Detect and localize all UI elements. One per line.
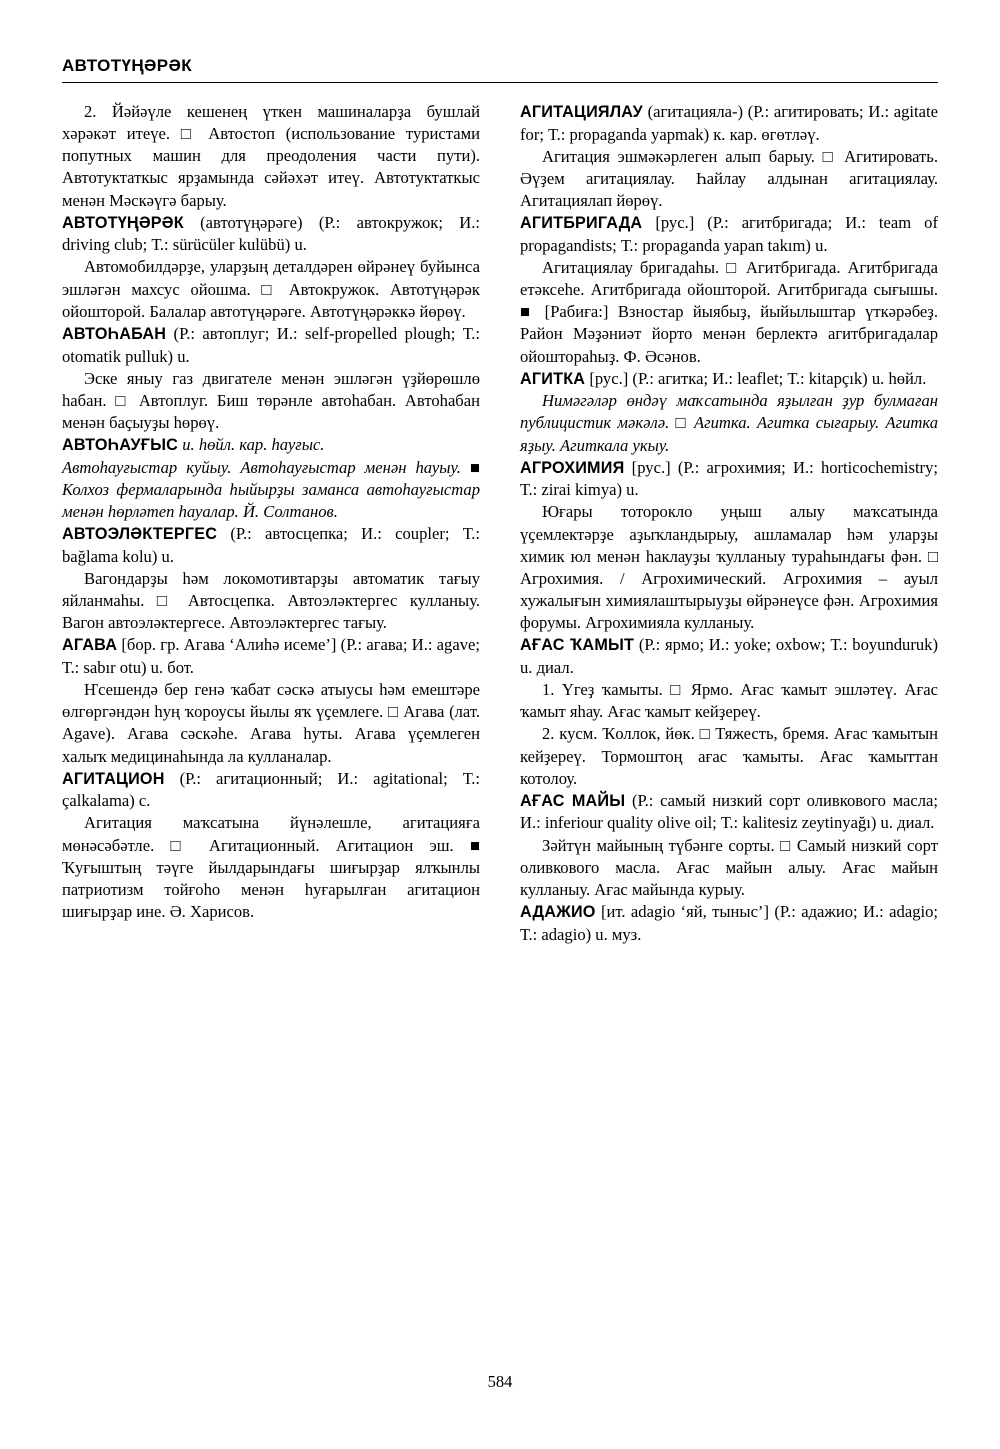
entry-body: (Р.: агитационный; И.: agitational; Т.: çalkalama) c. — [62, 768, 480, 811]
entry-body: u. һөйл. кар. һауғыс. — [182, 435, 325, 455]
entry-headword: АГИТАЦИЯЛАУ — [520, 103, 643, 121]
sense: 1. Үгеҙ ҡамыты. □ Ярмо. Ағас ҡамыт эшләтеү. Ағас ҡамыт яһау. Ағас ҡамыт кейҙереү. — [520, 680, 938, 722]
paragraph: Нимәгәләр өндәү маҡсатында яҙылған ҙур булмаған публицистик мәкәлә. □ Агитка. Агитка сығарыу. Агитка яҙыу. Агиткала укыу. — [520, 391, 938, 455]
paragraph: Ҥсешендә бер генә ҡабат сәскә атыусы һәм емештәре өлгөргәндән һуң ҡороусы йылы яҡ үҫемлеге. □ Агава (лат. Agave). Агава сәскәһе. Агава һуты. Агава үҫемлеген халыҡ медицинаһында ла кулланалар. — [62, 680, 480, 766]
entry — [62, 434, 480, 457]
entry-headword: АГИТКА — [520, 369, 586, 388]
sense: 2. кусм. Ҡоллок, йөк. □ Тяжесть, бремя. Ағас ҡамытын кейҙереү. Тормоштоң ағас ҡамыты. Ағас ҡамыттан котолоу. — [520, 724, 938, 788]
paragraph: Юғары тоторокло уңыш алыу маҡсатында үҫемлектәрҙе аҙыҡландырыу, ашламалар һәм уларҙы химик юл менән һаклауҙы ҡулланыу тураһындағы фән. □ Агрохимия. / Агрохимический. Агрохимия – ауыл хужалығын химиялаштырыуҙы өйрәнеүсе фән. Агрохимия форумы. Агрохимияла кулланыу. — [520, 502, 938, 633]
entry — [520, 101, 938, 146]
paragraph: Агитациялау бригадаһы. □ Агитбригада. Агитбригада етәксеһе. Агитбригада ойошторой. Агитбригада сығышы. ■ [Рабиға:] Взностар йыябыҙ, йыйылыштар үткәрәбеҙ. Район Мәҙәниәт йорто менән берлектә агитбригадалар ойоштораһыҙ. Ф. Әсәнов. — [520, 257, 938, 366]
entry-body: [ит. adagio ‘яй, тыныс’] (Р.: адажио; И.: adagio; Т.: adagio) u. муз. — [520, 901, 939, 944]
entry — [62, 323, 480, 368]
page-number: 584 — [487, 1372, 513, 1391]
entry — [520, 634, 938, 679]
entry — [62, 634, 480, 679]
entry-body: [бор. гр. Агава ‘Алиһә исеме’] (Р.: агава; И.: agave; Т.: sabır otu) u. бот. — [62, 635, 480, 677]
paragraph: Автоһауғыстар куйыу. Автоһауғыстар менән һауыу. ■ Колхоз фермаларында һыйырҙы заманса автоһауғыстар менән һөрләтеп һауалар. Й. Солтанов. — [62, 457, 480, 521]
paragraph: Агитация маҡсатына йүнәлешле, агитацияға мөнәсәбәтле. □ Агитационный. Агитацион эш. ■ Ҡуғыштың тәүге йылдарындағы шиғырҙар ялҡынлы патриотизм тойғоһо менән һуғарылған агитацион шиғырҙар ине. Ә. Харисов. — [62, 813, 480, 921]
entry-body: (Р.: автосцепка; И.: coupler; Т.: bağlama kolu) u. — [62, 524, 480, 566]
entry-headword: АГРОХИМИЯ — [520, 458, 625, 477]
paragraph: Зәйтүн майының түбәнге сорты. □ Самый низкий сорт оливкового масла. Ағас майын алыу. Ағас майын кулланыу. Ағас майында курыу. — [520, 835, 938, 899]
entry-headword: АВТОЭЛӘКТЕРГЕС — [62, 525, 218, 544]
two-column-body — [62, 101, 938, 946]
paragraph: Автомобилдәрҙе, уларҙың деталдәрен өйрәнеү буйынса эшләгән махсус ойошма. □ Автокружок. Автотүңәрәк ойошторой. Балалар автотүңәрәге. Автотүңәрәккә йөрөү. — [62, 257, 480, 321]
entry-body: (Р.: ярмо; И.: yoke; oxbow; Т.: boyunduruk) u. диал. — [520, 635, 938, 677]
page-running-head: АВТОТҮҢӘРӘК — [62, 56, 193, 75]
entry — [62, 768, 480, 813]
entry — [520, 368, 938, 391]
paragraph: Агитация эшмәкәрлеген алып барыу. □ Агитировать. Әүҙем агитациялау. Һайлау алдынан агитациялау. Агитациялап йөрөү. — [520, 146, 938, 211]
entry-body: (Р.: самый низкий сорт оливкового масла; И.: inferiour quality olive oil; Т.: kalitesiz zeytinyağı) u. диал. — [520, 790, 938, 833]
entry-headword: АВТОТҮҢӘРӘК — [62, 213, 184, 232]
entry-body: [рус.] (Р.: агитка; И.: leaflet; Т.: kitapçık) u. һөйл. — [589, 368, 927, 388]
entry-headword: АВТОҺАБАН — [62, 324, 167, 343]
entry-headword: АГИТАЦИОН — [62, 769, 165, 788]
entry — [62, 212, 480, 257]
paragraph: Эске яныу газ двигателе менән эшләгән үҙйөрөшлө һабан. □ Автоплуг. Биш төрәнле автоһабан. Автоһабан менән баҫыуҙы һөрөү. — [62, 368, 480, 432]
right-column — [520, 101, 938, 946]
entry-body: (агитацияла-) (Р.: агитировать; И.: agitate for; Т.: propaganda yapmak) к. кар. өгөтләү. — [520, 102, 938, 144]
entry — [520, 212, 938, 257]
entry — [520, 790, 938, 835]
entry — [520, 901, 938, 946]
entry-headword: АГАВА — [62, 636, 118, 655]
entry-headword: АВТОҺАУҒЫС — [62, 436, 179, 455]
entry-headword: АДАЖИО — [520, 902, 596, 921]
entry-headword: АҒАС МАЙЫ — [520, 791, 626, 810]
header-divider — [62, 82, 938, 83]
entry — [62, 523, 480, 568]
paragraph: 2. Йәйәүле кешенең үткен машиналарҙа бушлай хәрәкәт итеүе. □ Автостоп (использование туристами попутных машин для преодоления части пути). Автотуктаткыс ярҙамында сәйәхәт итеү. Автотуктаткыс менән Мәскәүгә барыу. — [62, 102, 480, 210]
entry-body: [рус.] (Р.: агрохимия; И.: horticochemistry; Т.: zirai kimya) u. — [520, 457, 938, 500]
paragraph: Вагондарҙы һәм локомотивтарҙы автоматик тағыу яйланмаһы. □ Автосцепка. Автоэләктергес кулланыу. Вагон автоэләктергесе. Автоэләктергес тағыу. — [62, 568, 480, 633]
entry-body: (автотүңәрәге) (Р.: автокружок; И.: driving club; Т.: sürücüler kulübü) u. — [62, 212, 480, 255]
entry-body: [рус.] (Р.: агитбригада; И.: team of propagandists; Т.: propaganda yapan takım) u. — [520, 213, 938, 255]
entry-headword: АГИТБРИГАДА — [520, 214, 643, 233]
entry-headword: АҒАС ҠАМЫТ — [520, 636, 635, 655]
entry-body: (Р.: автоплуг; И.: self-propelled plough; Т.: otomatik pulluk) u. — [62, 323, 480, 366]
entry — [520, 457, 938, 502]
left-column — [62, 101, 480, 923]
